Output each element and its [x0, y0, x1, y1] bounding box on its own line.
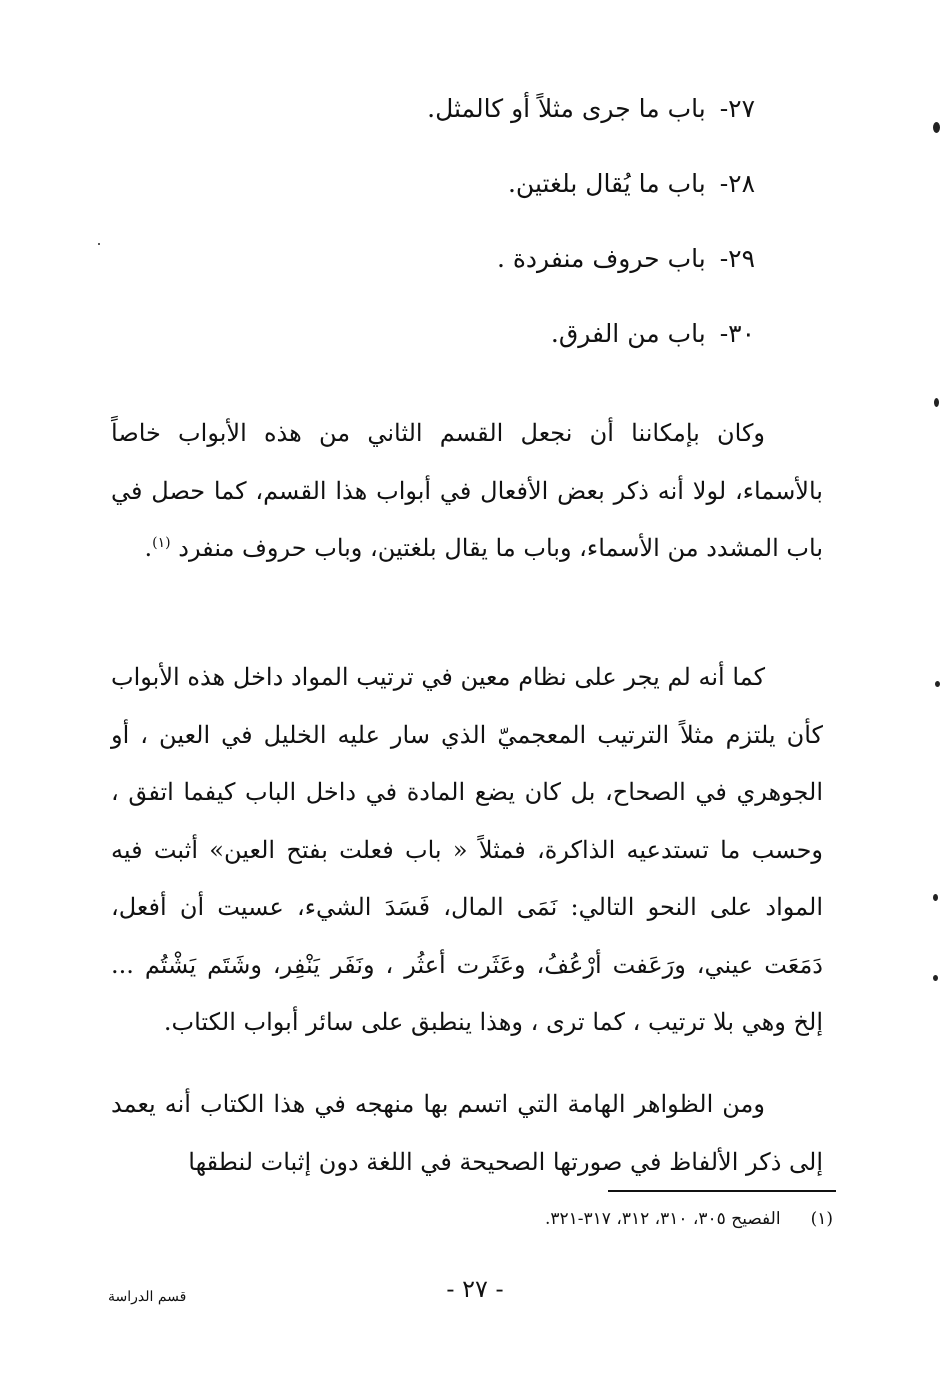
body-paragraph [111, 649, 823, 1052]
scan-speck [933, 894, 938, 901]
footnote [273, 1206, 833, 1232]
running-footer: قسم الدراسة [108, 1289, 187, 1305]
body-paragraph [111, 1076, 823, 1191]
paragraph-text: وكان بإمكاننا أن نجعل القسم الثاني من هذه الأبواب خاصاً بالأسماء، لولا أنه ذكر بعض الأفعال في أبواب هذا القسم، كما حصل في باب المشدد من الأسماء، وباب ما يقال بلغتين، وباب حروف منفرد [111, 419, 823, 562]
list-item-number: ٢٨- [719, 169, 755, 198]
list-item [255, 317, 755, 351]
footnote-text: الفصيح ٣٠٥، ٣١٠، ٣١٢، ٣١٧-٣٢١. [544, 1209, 781, 1229]
scan-speck [935, 681, 940, 687]
page-number: - ٢٧ - [446, 1275, 504, 1303]
footnote-reference[interactable]: (١) [152, 535, 171, 551]
footnote-divider [608, 1190, 836, 1192]
scan-speck [934, 398, 939, 407]
footnote-number: (١) [810, 1209, 833, 1229]
list-item-text: باب حروف منفردة . [496, 244, 706, 273]
paragraph-text: ومن الظواهر الهامة التي اتسم بها منهجه في هذا الكتاب أنه يعمد إلى ذكر الألفاظ في صورتها الصحيحة في اللغة دون إثبات لنطقها [111, 1090, 823, 1176]
list-item [255, 92, 755, 126]
list-item-text: باب ما جرى مثلاً أو كالمثل. [427, 94, 706, 123]
scan-speck [933, 122, 940, 133]
chapter-list [255, 92, 755, 392]
list-item-number: ٢٧- [719, 94, 755, 123]
list-item-text: باب من الفرق. [550, 319, 706, 348]
list-item-text: باب ما يُقال بلغتين. [507, 169, 706, 198]
paragraph-end: . [144, 534, 153, 562]
list-item [255, 242, 755, 276]
list-item [255, 167, 755, 201]
body-paragraph [111, 405, 823, 578]
list-item-number: ٣٠- [719, 319, 755, 348]
paragraph-text: كما أنه لم يجر على نظام معين في ترتيب المواد داخل هذه الأبواب كأن يلتزم مثلاً الترتيب المعجميّ الذي سار عليه الخليل في العين ، أو الجوهري في الصحاح، بل كان يضع المادة في داخل الباب كيفما اتفق ، وحسب ما تستدعيه الذاكرة، فمثلاً « باب فعلت بفتح العين» أثبت فيه المواد على النحو التالي: نَمَى المال، فَسَدَ الشيء، عسيت أن أفعل، دَمَعَت عيني، ورَعَفت أرْعُفُ، وعَثَرت أعثُر ، ونَفَر يَنْفِر، وشَتَم يَشْتُم ... إلخ وهي بلا ترتيب ، كما ترى ، وهذا ينطبق على سائر أبواب الكتاب. [111, 663, 823, 1036]
scan-speck [98, 243, 100, 245]
scan-speck [933, 975, 938, 981]
list-item-number: ٢٩- [719, 244, 755, 273]
